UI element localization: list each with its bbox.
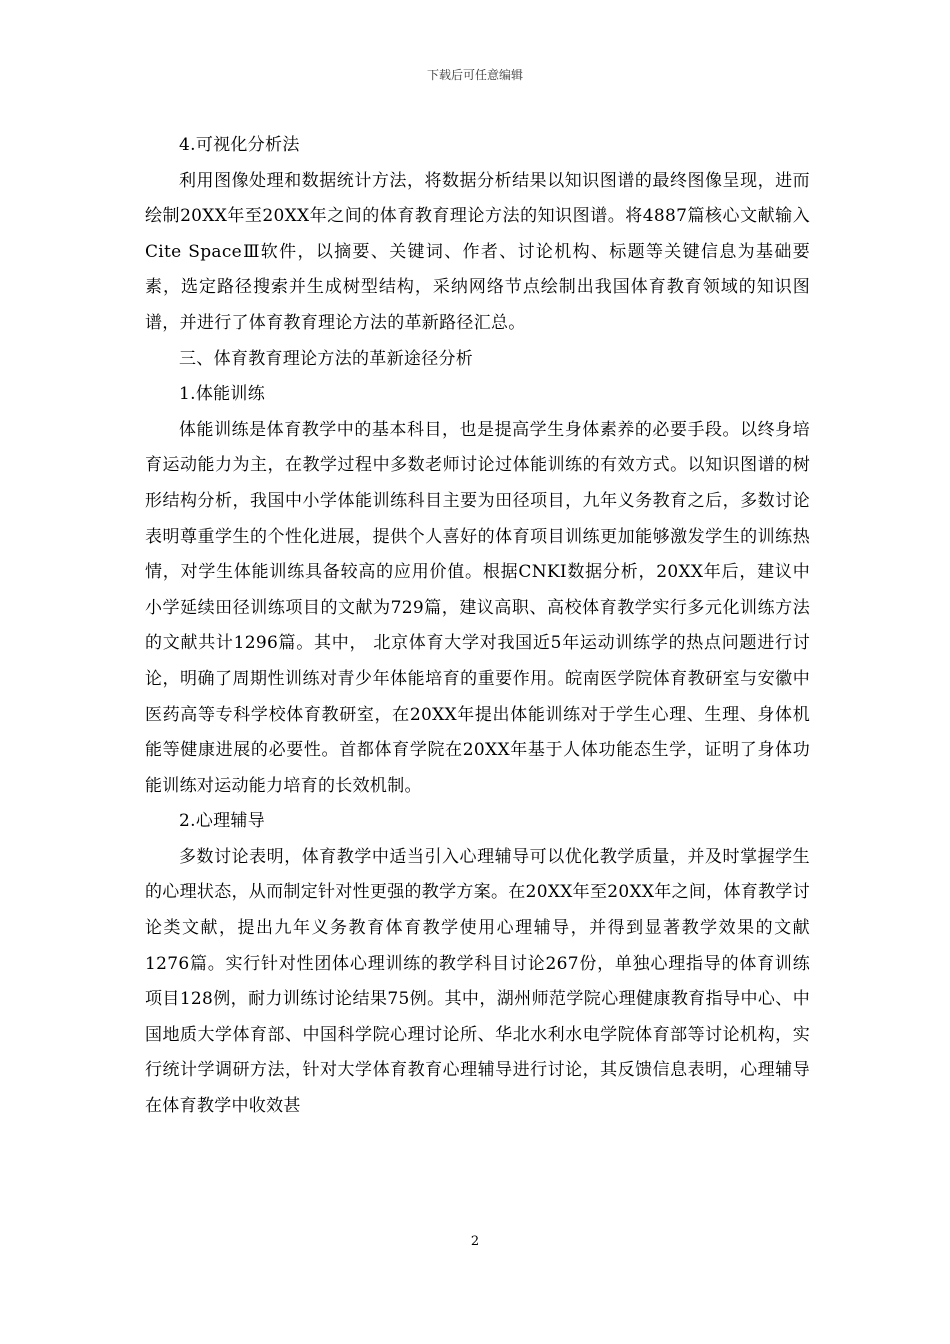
- part-3-title: 三、体育教育理论方法的革新途径分析: [179, 348, 474, 369]
- subsection-2-paragraph: 多数讨论表明，体育教学中适当引入心理辅导可以优化教学质量，并及时掌握学生的心理状态，从而制定针对性更强的教学方案。在20XX年至20XX年之间，体育教学讨论类文献，提出九年义务教育体育教学使用心理辅导，并得到显著教学效果的文献1276篇。实行针对性团体心理训练的教学科目讨论267份，单独心理指导的体育训练项目128例，耐力训练讨论结果75例。其中，湖州师范学院心理健康教育指导中心、中国地质大学体育部、中国科学院心理讨论所、华北水利水电学院体育部等讨论机构，实行统计学调研方法，针对大学体育教育心理辅导进行讨论，其反馈信息表明，心理辅导在体育教学中收效甚: [145, 846, 810, 1117]
- subsection-1-paragraph: 体能训练是体育教学中的基本科目，也是提高学生身体素养的必要手段。以终身培育运动能力为主，在教学过程中多数老师讨论过体能训练的有效方式。以知识图谱的树形结构分析，我国中小学体能训练科目主要为田径项目，九年义务教育之后，多数讨论表明尊重学生的个性化进展，提供个人喜好的体育项目训练更加能够激发学生的训练热情，对学生体能训练具备较高的应用价值。根据CNKI数据分析，20XX年后，建议中小学延续田径训练项目的文献为729篇，建议高职、高校体育教学实行多元化训练方法的文献共计1296篇。其中， 北京体育大学对我国近5年运动训练学的热点问题进行讨论，明确了周期性训练对青少年体能培育的重要作用。皖南医学院体育教研室与安徽中医药高等专科学校体育教研室，在20XX年提出体能训练对于学生心理、生理、身体机能等健康进展的必要性。首都体育学院在20XX年基于人体功能态生学，证明了身体功能训练对运动能力培育的长效机制。: [145, 419, 810, 796]
- page-header: 下载后可任意编辑: [426, 68, 523, 82]
- page-number: 2: [470, 1234, 480, 1249]
- document-body: [145, 128, 810, 1125]
- subsection-1-title: 1.体能训练: [179, 384, 266, 405]
- section-4-paragraph: 利用图像处理和数据统计方法，将数据分析结果以知识图谱的最终图像呈现，进而绘制20XX年至20XX年之间的体育教育理论方法的知识图谱。将4887篇核心文献输入Cite SpaceⅢ软件，以摘要、关键词、作者、讨论机构、标题等关键信息为基础要素，选定路径搜索并生成树型结构，采纳网络节点绘制出我国体育教育领域的知识图谱，并进行了体育教育理论方法的革新路径汇总。: [145, 170, 810, 333]
- section-4-title: 4.可视化分析法: [179, 135, 300, 155]
- subsection-2-title: 2.心理辅导: [179, 811, 266, 832]
